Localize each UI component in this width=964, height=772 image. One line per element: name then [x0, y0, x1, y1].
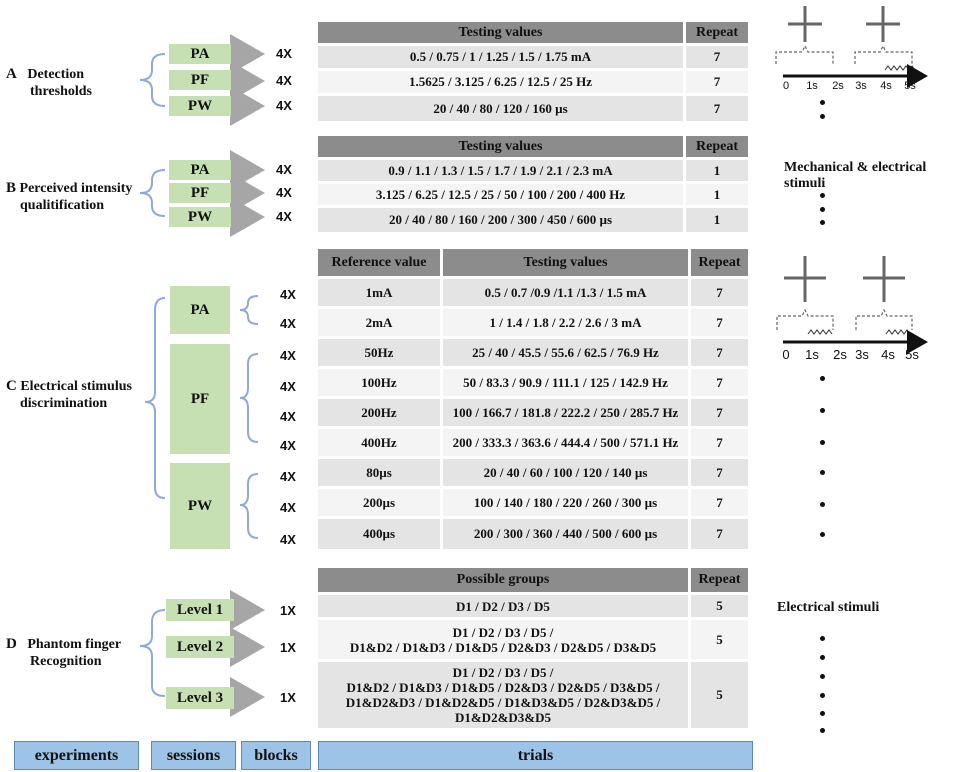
ellipsis-dot	[820, 728, 825, 733]
section-d-title-line2: Recognition	[30, 654, 102, 669]
table-c-row-3-reference: 50Hz	[318, 339, 443, 369]
table-d-row-2-repeat: 5	[691, 620, 748, 662]
table-b-row	[318, 160, 748, 184]
table-c-row	[318, 519, 748, 549]
table-c-row-9-repeat: 7	[691, 519, 748, 549]
table-c-row-8-values: 100 / 140 / 180 / 220 / 260 / 300 µs	[443, 489, 691, 519]
bracket-a	[140, 54, 165, 106]
table-d-row-1-groups	[318, 595, 691, 620]
session-c-pf: PF	[170, 344, 230, 454]
ellipsis-dot	[820, 376, 825, 381]
timeline-tick-label: 3s	[855, 347, 869, 362]
table-d-row-3-groups	[318, 662, 691, 728]
section-a-title-line1: Detection	[27, 67, 85, 82]
table-c-row-3-repeat: 7	[691, 339, 748, 369]
session-b-pf: PF	[169, 183, 231, 203]
table-b-row-3-repeat: 1	[686, 208, 748, 232]
table-a-row	[318, 96, 748, 121]
timeline-tick-label: 0	[782, 80, 790, 92]
session-a-pw: PW	[169, 96, 231, 116]
section-d-letter: D	[6, 636, 17, 652]
table-c-row	[318, 429, 748, 459]
table-c-row-1-values: 0.5 / 0.7 /0.9 /1.1 /1.3 / 1.5 mA	[443, 279, 691, 309]
table-c-row-4-repeat: 7	[691, 369, 748, 399]
session-c-pw: PW	[170, 463, 230, 549]
table-c-row	[318, 369, 748, 399]
table-c-row	[318, 279, 748, 309]
block-c-7: 4X	[280, 469, 296, 484]
timeline-tick-label: 2s	[832, 80, 844, 92]
table-c-row	[318, 339, 748, 369]
table-c-row-4-values: 50 / 83.3 / 90.9 / 111.1 / 125 / 142.9 Hz	[443, 369, 691, 399]
table-b-row-3-values: 20 / 40 / 80 / 160 / 200 / 300 / 450 / 600 µs	[318, 208, 686, 232]
table-c-row-7-reference: 80µs	[318, 459, 443, 489]
section-d-title-line1: Phantom finger	[27, 637, 122, 652]
block-c-6: 4X	[280, 438, 296, 453]
session-a-pa: PA	[169, 44, 231, 64]
timeline-a	[776, 6, 925, 76]
footer-sessions: sessions	[151, 741, 236, 770]
table-c-row-5-reference: 200Hz	[318, 399, 443, 429]
side-label-electrical: Electrical stimuli	[777, 600, 880, 615]
table-a	[318, 22, 748, 121]
table-c-row-7-repeat: 7	[691, 459, 748, 489]
section-a-letter: A	[6, 66, 17, 82]
bracket-c-pf-line	[240, 354, 258, 442]
ellipsis-dot	[820, 655, 825, 660]
ellipsis-dot	[820, 114, 825, 119]
table-a-row-2-repeat: 7	[686, 71, 748, 96]
table-c-row	[318, 399, 748, 429]
session-b-pa: PA	[169, 160, 231, 180]
timeline-tick-label: 0	[782, 347, 790, 362]
block-c-4: 4X	[280, 379, 296, 394]
block-a-2: 4X	[276, 73, 292, 88]
table-a-row-3-repeat: 7	[686, 96, 748, 121]
table-d-row-1-line: D1 / D2 / D3 / D5	[456, 598, 550, 614]
table-d-row-3-line: D1&D2 / D1&D3 / D1&D5 / D2&D3 / D2&D5 / D3&D5 /	[346, 680, 660, 695]
session-c-pa: PA	[170, 286, 230, 334]
timeline-tick-label: 4s	[881, 347, 895, 362]
bracket-c	[145, 298, 165, 498]
table-c-row-4-reference: 100Hz	[318, 369, 443, 399]
table-d	[318, 568, 748, 728]
ellipsis-dot	[820, 693, 825, 698]
table-d-row-2-line: D1 / D2 / D3 / D5 /	[452, 624, 554, 640]
bracket-b	[140, 170, 165, 216]
table-a-row-2-values: 1.5625 / 3.125 / 6.25 / 12.5 / 25 Hz	[318, 71, 686, 96]
session-d-level1: Level 1	[166, 599, 234, 621]
section-b-label	[6, 180, 132, 214]
section-a-title-line2: thresholds	[30, 84, 92, 99]
table-b-row-2-repeat: 1	[686, 184, 748, 208]
bracket-c-pa-line	[240, 296, 258, 324]
table-c-row	[318, 309, 748, 339]
section-c-title-line1: Electrical stimulus	[20, 379, 132, 394]
timeline-tick-label: 5s	[904, 80, 916, 92]
table-c-row-2-values: 1 / 1.4 / 1.8 / 2.2 / 2.6 / 3 mA	[443, 309, 691, 339]
table-b-row-1-repeat: 1	[686, 160, 748, 184]
footer-blocks: blocks	[241, 741, 311, 770]
table-b-row-2-values: 3.125 / 6.25 / 12.5 / 25 / 50 / 100 / 200 / 400 Hz	[318, 184, 686, 208]
table-d-row	[318, 595, 748, 620]
ellipsis-dot	[820, 502, 825, 507]
section-c-label	[6, 378, 132, 412]
table-d-row	[318, 662, 748, 728]
table-c-row-1-reference: 1mA	[318, 279, 443, 309]
table-d-row	[318, 620, 748, 662]
table-d-row-3-line: D1&D2&D3 / D1&D2&D5 / D1&D3&D5 / D2&D3&D5 /	[345, 695, 661, 710]
block-c-8: 4X	[280, 500, 296, 515]
bracket-d	[140, 610, 165, 696]
table-c-row-6-values: 200 / 333.3 / 363.6 / 444.4 / 500 / 571.1 Hz	[443, 429, 691, 459]
block-a-1: 4X	[276, 46, 292, 61]
table-c-row-5-values: 100 / 166.7 / 181.8 / 222.2 / 250 / 285.7 Hz	[443, 399, 691, 429]
block-b-2: 4X	[276, 185, 292, 200]
session-a-pf: PF	[169, 70, 231, 90]
timeline-tick-label: 5s	[905, 347, 919, 362]
table-c-row-6-repeat: 7	[691, 429, 748, 459]
table-c-row-2-repeat: 7	[691, 309, 748, 339]
table-d-row-1-repeat: 5	[691, 595, 748, 620]
table-b-row	[318, 184, 748, 208]
table-b-header-testing: Testing values	[318, 136, 686, 160]
section-d-label	[6, 636, 121, 670]
block-c-1: 4X	[280, 287, 296, 302]
table-d-row-3-repeat: 5	[691, 662, 748, 728]
block-d-3: 1X	[280, 690, 296, 705]
table-d-row-3-line: D1 / D2 / D3 / D5 /	[452, 665, 554, 680]
timeline-tick-label: 1s	[806, 80, 818, 92]
ellipsis-dot	[820, 100, 825, 105]
table-d-row-3-line: D1&D2&D3&D5	[454, 710, 552, 725]
table-b-row-1-values: 0.9 / 1.1 / 1.3 / 1.5 / 1.7 / 1.9 / 2.1 / 2.3 mA	[318, 160, 686, 184]
table-a-row-1-values: 0.5 / 0.75 / 1 / 1.25 / 1.5 / 1.75 mA	[318, 46, 686, 71]
ellipsis-dot	[820, 636, 825, 641]
table-a-row-1-repeat: 7	[686, 46, 748, 71]
timeline-tick-label: 3s	[855, 80, 867, 92]
block-c-3: 4X	[280, 348, 296, 363]
timeline-tick-label: 2s	[833, 347, 847, 362]
table-d-row-2-line: D1&D2 / D1&D3 / D1&D5 / D2&D3 / D2&D5 / D3&D5	[349, 639, 657, 655]
footer-experiments: experiments	[14, 741, 139, 770]
table-c	[318, 249, 748, 549]
bracket-c-pw-line	[240, 474, 258, 538]
section-b-title-line1: Perceived intensity	[19, 181, 133, 196]
table-c-row-5-repeat: 7	[691, 399, 748, 429]
timeline-tick-label: 4s	[880, 80, 892, 92]
block-a-3: 4X	[276, 98, 292, 113]
table-c-header-testing: Testing values	[443, 249, 691, 279]
section-c-title-line2: discrimination	[20, 396, 108, 411]
block-c-2: 4X	[280, 316, 296, 331]
table-b-header-repeat: Repeat	[686, 136, 748, 160]
block-b-1: 4X	[276, 162, 292, 177]
ellipsis-dot	[820, 220, 825, 225]
table-c-row-2-reference: 2mA	[318, 309, 443, 339]
section-a-label	[6, 66, 92, 100]
footer-trials: trials	[318, 741, 753, 770]
section-b-title-line2: qualitification	[20, 198, 105, 213]
table-c-row-6-reference: 400Hz	[318, 429, 443, 459]
table-d-header-repeat: Repeat	[691, 568, 748, 595]
table-c-row-7-values: 20 / 40 / 60 / 100 / 120 / 140 µs	[443, 459, 691, 489]
ellipsis-dot	[820, 440, 825, 445]
table-c-header-reference: Reference value	[318, 249, 443, 279]
table-a-row-3-values: 20 / 40 / 80 / 120 / 160 µs	[318, 96, 686, 121]
block-d-2: 1X	[280, 640, 296, 655]
table-c-row	[318, 489, 748, 519]
block-d-1: 1X	[280, 603, 296, 618]
table-a-header-repeat: Repeat	[686, 22, 748, 46]
timeline-tick-label: 1s	[805, 347, 819, 362]
table-c-row-8-reference: 200µs	[318, 489, 443, 519]
table-c-row	[318, 459, 748, 489]
ellipsis-dot	[820, 532, 825, 537]
table-a-row	[318, 46, 748, 71]
session-b-pw: PW	[169, 207, 231, 227]
table-c-header-repeat: Repeat	[691, 249, 748, 279]
timeline-c	[777, 256, 925, 342]
ellipsis-dot	[820, 711, 825, 716]
section-c-letter: C	[6, 378, 17, 394]
table-c-row-8-repeat: 7	[691, 489, 748, 519]
table-b	[318, 136, 748, 232]
table-a-row	[318, 71, 748, 96]
table-d-row-2-groups	[318, 620, 691, 662]
section-b-letter: B	[6, 180, 17, 196]
ellipsis-dot	[820, 193, 825, 198]
ellipsis-dot	[820, 408, 825, 413]
table-c-row-1-repeat: 7	[691, 279, 748, 309]
ellipsis-dot	[820, 470, 825, 475]
block-c-5: 4X	[280, 409, 296, 424]
table-b-row	[318, 208, 748, 232]
block-b-3: 4X	[276, 209, 292, 224]
table-d-header-groups: Possible groups	[318, 568, 691, 595]
block-c-9: 4X	[280, 532, 296, 547]
ellipsis-dot	[820, 207, 825, 212]
session-d-level2: Level 2	[166, 636, 234, 658]
table-c-row-9-reference: 400µs	[318, 519, 443, 549]
session-d-level3: Level 3	[166, 687, 234, 709]
ellipsis-dot	[820, 674, 825, 679]
table-c-row-9-values: 200 / 300 / 360 / 440 / 500 / 600 µs	[443, 519, 691, 549]
table-a-header-testing: Testing values	[318, 22, 686, 46]
table-c-row-3-values: 25 / 40 / 45.5 / 55.6 / 62.5 / 76.9 Hz	[443, 339, 691, 369]
side-label-mechanical-electrical: Mechanical & electrical stimuli	[784, 160, 927, 191]
